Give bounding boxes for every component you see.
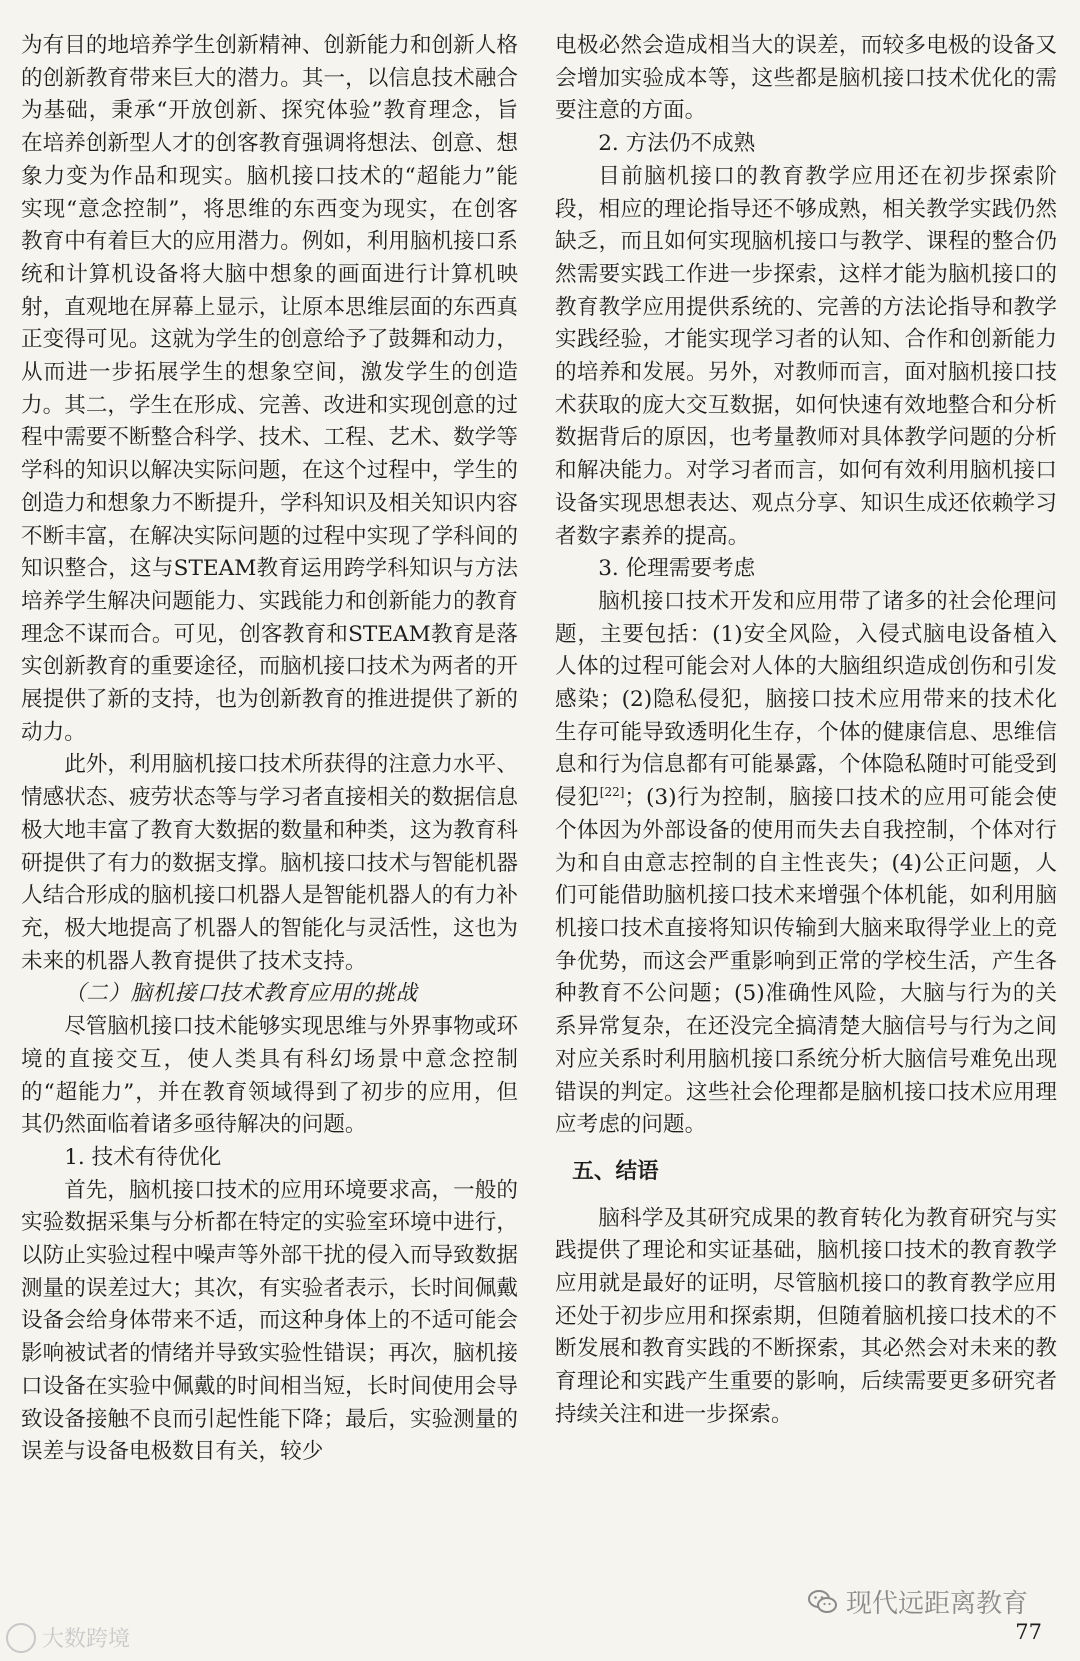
paragraph: 首先，脑机接口技术的应用环境要求高，一般的实验数据采集与分析都在特定的实验室环境中进行，以防止实验过程中噪声等外部干扰的侵入而导致数据测量的误差过大；其次，有实验者表示，长时间佩戴设备会给身体带来不适，而这种身体上的不适可能会影响被试者的情绪并导致实验性错误；再次，脑机接口设备在实验中佩戴的时间相当短，长时间使用会导致设备接触不良而引起性能下降；最后，实验测量的误差与设备电极数目有关，较少	[21, 1177, 518, 1465]
left-column	[21, 30, 518, 1469]
right-column	[555, 30, 1057, 1432]
wechat-icon	[808, 1589, 838, 1615]
citation-ref[interactable]: [22]	[599, 784, 625, 799]
subsection-heading: 1. 技术有待优化	[64, 1144, 222, 1170]
watermark-logo-icon	[6, 1623, 36, 1653]
watermark-text: 大数跨境	[42, 1627, 131, 1652]
corner-watermark	[6, 1622, 130, 1653]
section-heading: 五、结语	[572, 1158, 659, 1184]
subsection-heading: 2. 方法仍不成熟	[598, 131, 756, 157]
paragraph: 脑科学及其研究成果的教育转化为教育研究与实践提供了理论和实证基础，脑机接口技术的教育教学应用就是最好的证明，尽管脑机接口的教育教学应用还处于初步应用和探索期，但随着脑机接口技术的不断发展和教育实践的不断探索，其必然会对未来的教育理论和实践产生重要的影响，后续需要更多研究者持续关注和进一步探索。	[555, 1205, 1057, 1427]
paragraph: 为有目的地培养学生创新精神、创新能力和创新人格的创新教育带来巨大的潜力。其一，以信息技术融合为基础，秉承“开放创新、探究体验”教育理念，旨在培养创新型人才的创客教育强调将想法、创意、想象力变为作品和现实。脑机接口技术的“超能力”能实现“意念控制”，将思维的东西变为现实，在创客教育中有着巨大的应用潜力。例如，利用脑机接口系统和计算机设备将大脑中想象的画面进行计算机映射，直观地在屏幕上显示，让原本思维层面的东西真正变得可见。这就为学生的创意给予了鼓舞和动力，从而进一步拓展学生的想象空间，激发学生的创造力。其二，学生在形成、完善、改进和实现创意的过程中需要不断整合科学、技术、工程、艺术、数学等学科的知识以解决实际问题，在这个过程中，学生的创造力和想象力不断提升，学科知识及相关知识内容不断丰富，在解决实际问题的过程中实现了学科间的知识整合，这与STEAM教育运用跨学科知识与方法培养学生解决问题能力、实践能力和创新能力的教育理念不谋而合。可见，创客教育和STEAM教育是落实创新教育的重要途径，而脑机接口技术为两者的开展提供了新的支持，也为创新教育的推进提供了新的动力。	[21, 33, 518, 745]
paragraph-text: ；(3)行为控制，脑接口技术的应用可能会使个体因为外部设备的使用而失去自我控制，个体对行为和自由意志控制的自主性丧失；(4)公正问题，人们可能借助脑机接口技术来增强个体机能，如利用脑机接口技术直接将知识传输到大脑来取得学业上的竞争优势，而这会严重影响到正常的学校生活，产生各种教育不公问题；(5)准确性风险，大脑与行为的关系异常复杂，在还没完全搞清楚大脑信号与行为之间对应关系时利用脑机接口系统分析大脑信号难免出现错误的判定。这些社会伦理都是脑机接口技术应用理应考虑的问题。	[555, 785, 1057, 1138]
paragraph: 尽管脑机接口技术能够实现思维与外界事物或环境的直接交互，使人类具有科幻场景中意念控制的“超能力”，并在教育领域得到了初步的应用，但其仍然面临着诸多亟待解决的问题。	[21, 1014, 518, 1138]
paragraph: 目前脑机接口的教育教学应用还在初步探索阶段，相应的理论指导还不够成熟，相关教学实践仍然缺乏，而且如何实现脑机接口与教学、课程的整合仍然需要实践工作进一步探索，这样才能为脑机接口的教育教学应用提供系统的、完善的方法论指导和教学实践经验，才能实现学习者的认知、合作和创新能力的培养和发展。另外，对教师而言，面对脑机接口技术获取的庞大交互数据，如何快速有效地整合和分析数据背后的原因，也考量教师对具体教学问题的分析和解决能力。对学习者而言，如何有效利用脑机接口设备实现思想表达、观点分享、知识生成还依赖学习者数字素养的提高。	[555, 163, 1057, 549]
paragraph-text: 脑机接口技术开发和应用带了诸多的社会伦理问题，主要包括：(1)安全风险，入侵式脑电设备植入人体的过程可能会对人体的大脑组织造成创伤和引发感染；(2)隐私侵犯，脑接口技术应用带来的技术化生存可能导致透明化生存，个体的健康信息、思维信息和行为信息都有可能暴露，个体隐私随时可能受到侵犯	[555, 588, 1057, 811]
paragraph: 电极必然会造成相当大的误差，而较多电极的设备又会增加实验成本等，这些都是脑机接口技术优化的需要注意的方面。	[555, 33, 1057, 124]
subsection-heading: 3. 伦理需要考虑	[598, 556, 756, 582]
wechat-watermark	[808, 1583, 1028, 1620]
paragraph	[555, 586, 1057, 1142]
page-number: 77	[1015, 1620, 1042, 1644]
subsection-heading: （二）脑机接口技术教育应用的挑战	[64, 981, 418, 1007]
paragraph: 此外，利用脑机接口技术所获得的注意力水平、情感状态、疲劳状态等与学习者直接相关的数据信息极大地丰富了教育大数据的数量和种类，这为教育科研提供了有力的数据支撑。脑机接口技术与智能机器人结合形成的脑机接口机器人是智能机器人的有力补充，极大地提高了机器人的智能化与灵活性，这也为未来的机器人教育提供了技术支持。	[21, 752, 518, 974]
wechat-account-name: 现代远距离教育	[846, 1589, 1029, 1619]
